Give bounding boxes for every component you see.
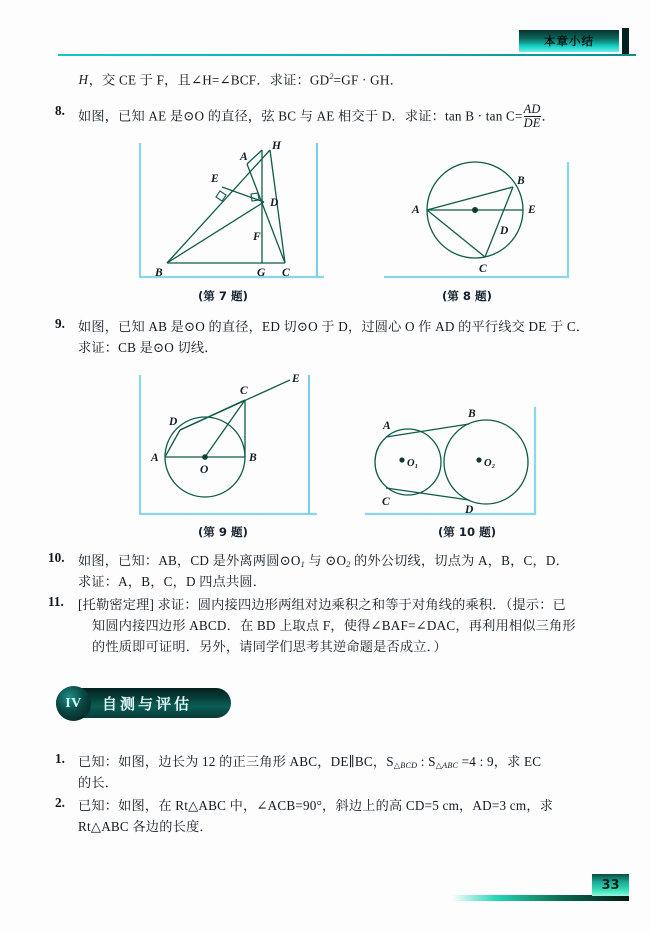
figure-problem-7 — [112, 140, 327, 290]
figure-7-label-C: C — [282, 267, 290, 279]
selftest-q1-line-2: 的长． — [78, 775, 119, 790]
problem-11-line-1: [托勒密定理] 求证：圆内接四边形两组对边乘积之和等于对角线的乘积．（提示：已 — [78, 597, 567, 612]
selftest-q2-number: 2. — [55, 795, 65, 810]
figure-problem-9 — [112, 372, 327, 527]
page-number-badge — [592, 874, 629, 896]
problem-11-line-2: 知圆内接四边形 ABCD．在 BD 上取点 F，使得∠BAF=∠DAC，再利用相似三角形 — [92, 618, 576, 633]
figure-7-label-A: A — [240, 151, 248, 163]
section-roman-badge — [56, 686, 91, 721]
selftest-q1-text-a: 已知：如图，边长为 12 的正三角形 ABC，DE∥BC，S — [78, 754, 394, 769]
problem-7-exponent: 2 — [329, 72, 334, 81]
problem-9-number: 9. — [55, 316, 65, 331]
figure-8-frame — [384, 162, 568, 277]
figure-8-label-B: B — [517, 175, 525, 187]
figure-8-label-C: C — [479, 263, 487, 275]
section-heading-self-test — [56, 686, 231, 720]
figure-problem-9-svg — [112, 372, 327, 522]
figure-10-label-O2: O₂ — [484, 458, 496, 469]
section-heading-pill — [56, 688, 231, 718]
figure-7-label-D: D — [270, 197, 279, 209]
figure-8-label-A: A — [412, 204, 420, 216]
problem-7-prefix-var: H — [78, 72, 89, 88]
figure-9-label-D: D — [169, 416, 178, 428]
problem-10-number: 10. — [48, 550, 65, 565]
problem-10-text-c: 的外公切线，切点为 A，B，C，D． — [350, 553, 569, 568]
figure-9-label-A: A — [151, 452, 159, 464]
header-rule — [58, 54, 636, 56]
figure-10-label-B: B — [468, 408, 476, 420]
selftest-q2-line-1: 已知：如图，在 Rt△ABC 中，∠ACB=90°，斜边上的高 CD=5 cm，AD=3 cm，求 — [78, 798, 554, 813]
problem-8-text-tail: ． — [541, 108, 555, 124]
figure-9-label-O: O — [200, 464, 209, 476]
selftest-q2-line-2: Rt△ABC 各边的长度． — [78, 819, 213, 834]
selftest-q1-sub-1: △BCD — [393, 761, 418, 771]
figure-10-center-dot-2 — [476, 457, 481, 462]
page-number: 33 — [601, 877, 620, 893]
figure-7-label-G: G — [257, 267, 266, 279]
figure-10-circles-and-tangents — [375, 420, 528, 504]
figure-8-center-dot — [472, 207, 478, 213]
figure-7-lines — [167, 150, 285, 263]
figure-7-caption: (第 7 题) — [198, 289, 248, 303]
problem-7-continuation — [78, 66, 623, 90]
figure-9-labels — [150, 373, 300, 476]
problem-8-statement — [78, 103, 630, 130]
figure-9-caption: (第 9 题) — [198, 525, 248, 539]
selftest-q1-text-b: : S — [417, 754, 436, 769]
problem-11-number: 11. — [48, 594, 64, 609]
problem-8-fraction-numerator: AD — [523, 102, 541, 116]
problem-10-sub-1: 1 — [300, 560, 305, 570]
problem-8-number: 8. — [55, 103, 65, 118]
figure-10-center-dot-1 — [399, 457, 404, 462]
figure-7-label-F: F — [253, 231, 261, 243]
problem-7-text: ，交 CE 于 F，且∠H=∠BCF．求证：GD — [88, 72, 330, 88]
figure-10-label-A: A — [383, 420, 391, 432]
chapter-summary-badge-label: 本章小结 — [544, 34, 594, 48]
figure-problem-8 — [370, 140, 585, 290]
section-title: 自测与评估 — [102, 694, 193, 713]
figure-10-caption: (第 10 题) — [438, 525, 496, 539]
figure-9-label-B: B — [249, 452, 257, 464]
figure-7-label-H: H — [272, 140, 281, 152]
figure-problem-10-svg — [355, 372, 595, 522]
problem-10-line-2: 求证：A，B，C，D 四点共圆． — [78, 574, 267, 589]
figure-10-label-O1: O₁ — [407, 458, 419, 469]
figure-8-caption: (第 8 题) — [442, 289, 492, 303]
problem-10-sub-2: 2 — [346, 560, 351, 570]
figure-8-label-E: E — [528, 204, 536, 216]
selftest-q1-sub-2: △ABC — [435, 761, 459, 771]
figure-10-label-C: C — [382, 496, 390, 508]
figure-9-center-dot — [202, 454, 208, 460]
selftest-q1-number: 1. — [55, 751, 65, 766]
problem-8-fraction-denominator: DE — [523, 116, 541, 131]
problem-9-line-1: 如图，已知 AB 是⊙O 的直径，ED 切⊙O 于 D，过圆心 O 作 AD 的平行线交 DE 于 C． — [78, 319, 590, 334]
figure-10-label-D: D — [465, 504, 474, 516]
figure-8-label-D: D — [500, 225, 509, 237]
figure-9-label-C: C — [240, 385, 248, 397]
figure-7-frame-left-bottom — [140, 143, 324, 277]
figure-7-label-E: E — [211, 173, 219, 185]
figure-problem-10 — [355, 372, 595, 527]
problem-11-line-3: 的性质即可证明．另外，请同学们思考其逆命题是否成立．） — [92, 639, 447, 654]
section-roman-numeral: IV — [65, 695, 82, 711]
problem-8-text: 如图，已知 AE 是⊙O 的直径，弦 BC 与 AE 相交于 D．求证：tan B · tan C= — [78, 108, 523, 124]
badge-tab-marker — [622, 28, 629, 54]
figure-7-label-B: B — [155, 267, 163, 279]
problem-10-text-a: 如图，已知：AB，CD 是外离两圆⊙O — [78, 553, 301, 568]
figure-9-label-E: E — [292, 373, 300, 385]
problem-7-text-tail: =GF · GH． — [333, 72, 403, 88]
problem-10-text-b: 与 ⊙O — [304, 553, 347, 568]
figure-problem-8-svg — [370, 140, 585, 285]
figure-problem-7-svg — [112, 140, 327, 285]
problem-9-line-2: 求证：CB 是⊙O 切线． — [78, 340, 218, 355]
chapter-summary-badge — [519, 30, 619, 52]
figure-9-circle-and-lines — [165, 380, 290, 497]
problem-8-fraction — [524, 103, 541, 130]
selftest-q1-text-c: =4 : 9，求 EC — [458, 754, 542, 769]
